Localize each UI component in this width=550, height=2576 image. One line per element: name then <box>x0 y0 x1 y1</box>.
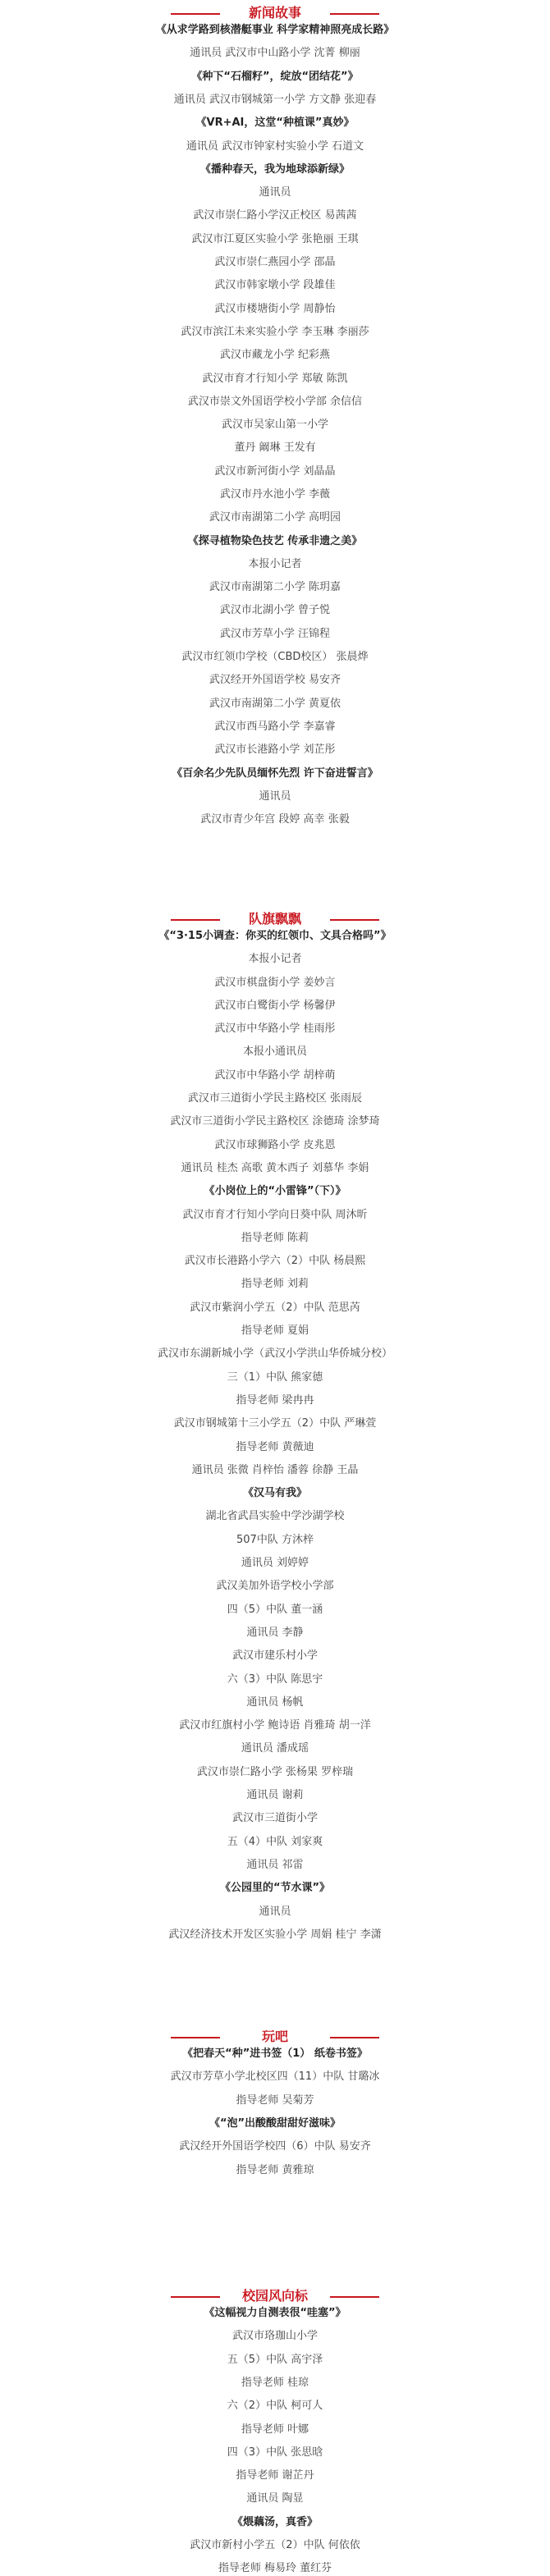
credit-line: 武汉市丹水池小学 李薇 <box>219 488 331 501</box>
article-title: 《探寻植物染色技艺 传承非遗之美》 <box>187 535 363 547</box>
article-title: 《煨藕汤，真香》 <box>231 2516 318 2528</box>
credit-line: 指导老师 黄薇迪 <box>236 1441 314 1453</box>
credit-line: 通讯员 武汉市钢城第一小学 方文静 张迎春 <box>173 94 377 106</box>
article-title: 《VR+AI，这堂“种植课”真妙》 <box>195 117 355 129</box>
credit-line: 六（2）中队 柯可人 <box>227 2400 323 2412</box>
credit-line: 武汉市棋盘街小学 姜妙言 <box>214 977 336 989</box>
credit-line: 武汉市育才行知小学 郑敏 陈凯 <box>202 373 348 385</box>
section-title: 队旗飘飘 <box>248 911 301 927</box>
article-title: 《这幅视力自测表很“哇塞”》 <box>204 2307 346 2319</box>
article-title: 《把春天“种”进书签（1） 纸卷书签》 <box>182 2048 368 2060</box>
credit-line: 武汉市育才行知小学向日葵中队 周沐昕 <box>182 1209 368 1221</box>
article-title: 《公园里的“节水课”》 <box>219 1882 331 1894</box>
credit-line: 本报小通讯员 <box>242 1045 307 1058</box>
article-title: 《从求学路到核潜艇事业 科学家精神照亮成长路》 <box>155 24 395 36</box>
section-heading <box>0 2029 550 2047</box>
credit-line: 武汉市崇仁路小学 张杨果 罗梓瑞 <box>196 1766 354 1778</box>
credit-line: 507中队 方沐梓 <box>236 1534 314 1546</box>
credit-line: 武汉市三道街小学 <box>231 1812 318 1824</box>
credit-line: 武汉市长港路小学 刘芷彤 <box>214 744 336 756</box>
credit-line: 指导老师 吴菊芳 <box>236 2094 314 2107</box>
credit-line: 武汉市吴家山第一小学 <box>221 419 328 431</box>
credit-line: 四（5）中队 董一涵 <box>227 1604 323 1616</box>
credit-line: 武汉市红领巾学校（CBD校区） 张晨烨 <box>181 651 369 663</box>
credit-line: 武汉市球狮路小学 皮兆恩 <box>214 1139 336 1151</box>
credit-line: 董丹 阚琳 王发有 <box>234 442 316 454</box>
credit-line: 通讯员 桂杰 高歌 黄木西子 刘慕华 李娟 <box>181 1162 369 1174</box>
credit-line: 通讯员 <box>259 1906 291 1918</box>
section-title: 新闻故事 <box>248 5 301 21</box>
article-title: 《种下“石榴籽”，绽放“团结花”》 <box>191 71 359 83</box>
credit-line: 武汉市三道街小学民主路校区 涂德琦 涂梦琦 <box>170 1115 380 1128</box>
credit-line: 武汉市崇文外国语学校小学部 余信信 <box>187 396 363 408</box>
article-title: 《播种春天，我为地球添新绿》 <box>199 163 350 176</box>
credit-line: 武汉市红旗村小学 鲍诗语 肖雅琦 胡一洋 <box>179 1719 371 1732</box>
credit-line: 武汉市钢城第十三小学五（2）中队 严琳萱 <box>173 1417 377 1430</box>
credit-line: 通讯员 武汉市中山路小学 沈菁 柳丽 <box>190 47 360 59</box>
credit-line: 武汉市韩家墩小学 段雄佳 <box>214 279 336 291</box>
credit-line: 武汉市建乐村小学 <box>231 1649 318 1662</box>
credit-line: 武汉市北湖小学 曾子悦 <box>219 604 331 616</box>
credit-line: 三（1）中队 熊家德 <box>227 1371 323 1384</box>
credit-line: 武汉市新河街小学 刘晶晶 <box>214 465 336 478</box>
credit-line: 五（4）中队 刘家爽 <box>227 1836 323 1848</box>
credit-line: 六（3）中队 陈思宇 <box>227 1673 323 1686</box>
credit-line: 武汉经开外国语学校 易安齐 <box>209 674 341 686</box>
credit-line: 指导老师 桂琼 <box>241 2377 309 2389</box>
credit-line: 指导老师 叶娜 <box>241 2423 309 2436</box>
credit-line: 武汉美加外语学校小学部 <box>216 1580 334 1592</box>
credit-line: 指导老师 谢芷丹 <box>236 2469 314 2482</box>
credit-line: 通讯员 <box>259 186 291 199</box>
credit-line: 武汉市珞珈山小学 <box>231 2330 318 2342</box>
credit-line: 武汉市南湖第二小学 陈玥嘉 <box>209 581 341 593</box>
credit-line: 武汉市楼塘街小学 周静怡 <box>214 303 336 315</box>
credit-line: 指导老师 陈莉 <box>241 1232 309 1244</box>
credit-line: 武汉市紫润小学五（2）中队 范思芮 <box>190 1302 360 1314</box>
credit-line: 武汉市芳草小学北校区四（11）中队 甘璐冰 <box>170 2070 380 2083</box>
credit-line: 通讯员 潘成瑶 <box>241 1742 309 1755</box>
section-title: 玩吧 <box>261 2029 288 2044</box>
credit-line: 武汉市东湖新城小学（武汉小学洪山华侨城分校） <box>157 1347 392 1360</box>
article-title: 《小岗位上的“小雷锋”（下）》 <box>204 1185 346 1197</box>
credit-line: 武汉市中华路小学 桂雨彤 <box>214 1023 336 1035</box>
credit-line: 通讯员 祁雷 <box>246 1859 304 1871</box>
credit-line: 武汉市新村小学五（2）中队 何依依 <box>190 2539 360 2551</box>
article-title: 《百余名少先队员缅怀先烈 许下奋进誓言》 <box>172 767 378 780</box>
credit-line: 武汉市西马路小学 李嘉睿 <box>214 721 336 733</box>
credit-line: 武汉市南湖第二小学 高明园 <box>209 511 341 524</box>
article-title: 《汉马有我》 <box>242 1487 307 1499</box>
credit-line: 通讯员 陶显 <box>246 2492 304 2505</box>
credit-line: 指导老师 梅易玲 董红芬 <box>218 2562 332 2574</box>
credit-line: 通讯员 <box>259 790 291 803</box>
section-heading <box>0 2288 550 2306</box>
credit-line: 武汉市崇仁路小学汉正校区 易茜茜 <box>193 209 357 222</box>
credit-line: 指导老师 夏娟 <box>241 1325 309 1337</box>
credit-line: 武汉市南湖第二小学 黄夏依 <box>209 698 341 710</box>
credit-line: 武汉市青少年宫 段婷 高幸 张毅 <box>200 813 350 826</box>
credit-line: 四（3）中队 张思晗 <box>227 2446 323 2459</box>
credit-line: 指导老师 梁冉冉 <box>236 1394 314 1407</box>
section-heading <box>0 5 550 23</box>
section-heading <box>0 911 550 929</box>
credit-line: 五（5）中队 高宇泽 <box>227 2354 323 2366</box>
credit-line: 指导老师 黄雅琼 <box>236 2164 314 2176</box>
credit-line: 武汉市白鹭街小学 杨馨伊 <box>214 1000 336 1012</box>
section-title: 校园风向标 <box>241 2288 308 2304</box>
credit-line: 通讯员 张微 肖梓怡 潘蓉 徐静 王晶 <box>191 1464 359 1476</box>
credit-line: 武汉市藏龙小学 纪彩燕 <box>219 349 331 361</box>
credit-line: 通讯员 李静 <box>246 1627 304 1639</box>
credit-line: 武汉经开外国语学校四（6）中队 易安齐 <box>179 2140 371 2153</box>
credit-line: 通讯员 刘婷婷 <box>241 1557 309 1569</box>
credit-line: 武汉经济技术开发区实验小学 周娟 桂宁 李潇 <box>168 1929 382 1941</box>
credit-line: 武汉市江夏区实验小学 张艳丽 王琪 <box>191 233 359 245</box>
article-title: 《“泡”出酸酸甜甜好滋味》 <box>209 2117 341 2130</box>
credit-line: 湖北省武昌实验中学沙湖学校 <box>205 1510 345 1522</box>
credit-line: 武汉市中华路小学 胡梓萌 <box>214 1069 336 1082</box>
credit-line: 本报小记者 <box>248 953 302 965</box>
credit-line: 指导老师 刘莉 <box>241 1278 309 1290</box>
credit-line: 武汉市长港路小学六（2）中队 杨晨熙 <box>184 1255 366 1267</box>
credit-line: 本报小记者 <box>248 558 302 570</box>
credit-line: 武汉市滨江未来实验小学 李玉琳 李丽莎 <box>181 326 369 338</box>
credit-line: 通讯员 谢莉 <box>246 1789 304 1801</box>
credit-line: 通讯员 武汉市钟家村实验小学 石道文 <box>186 140 364 153</box>
credit-line: 武汉市芳草小学 汪锦程 <box>219 628 331 640</box>
article-title: 《“3·15小调查：你买的红领巾、文具合格吗”》 <box>158 930 392 942</box>
credit-line: 通讯员 杨帆 <box>246 1696 304 1709</box>
credit-line: 武汉市崇仁燕园小学 邵晶 <box>214 256 336 268</box>
credit-line: 武汉市三道街小学民主路校区 张雨辰 <box>187 1092 363 1105</box>
